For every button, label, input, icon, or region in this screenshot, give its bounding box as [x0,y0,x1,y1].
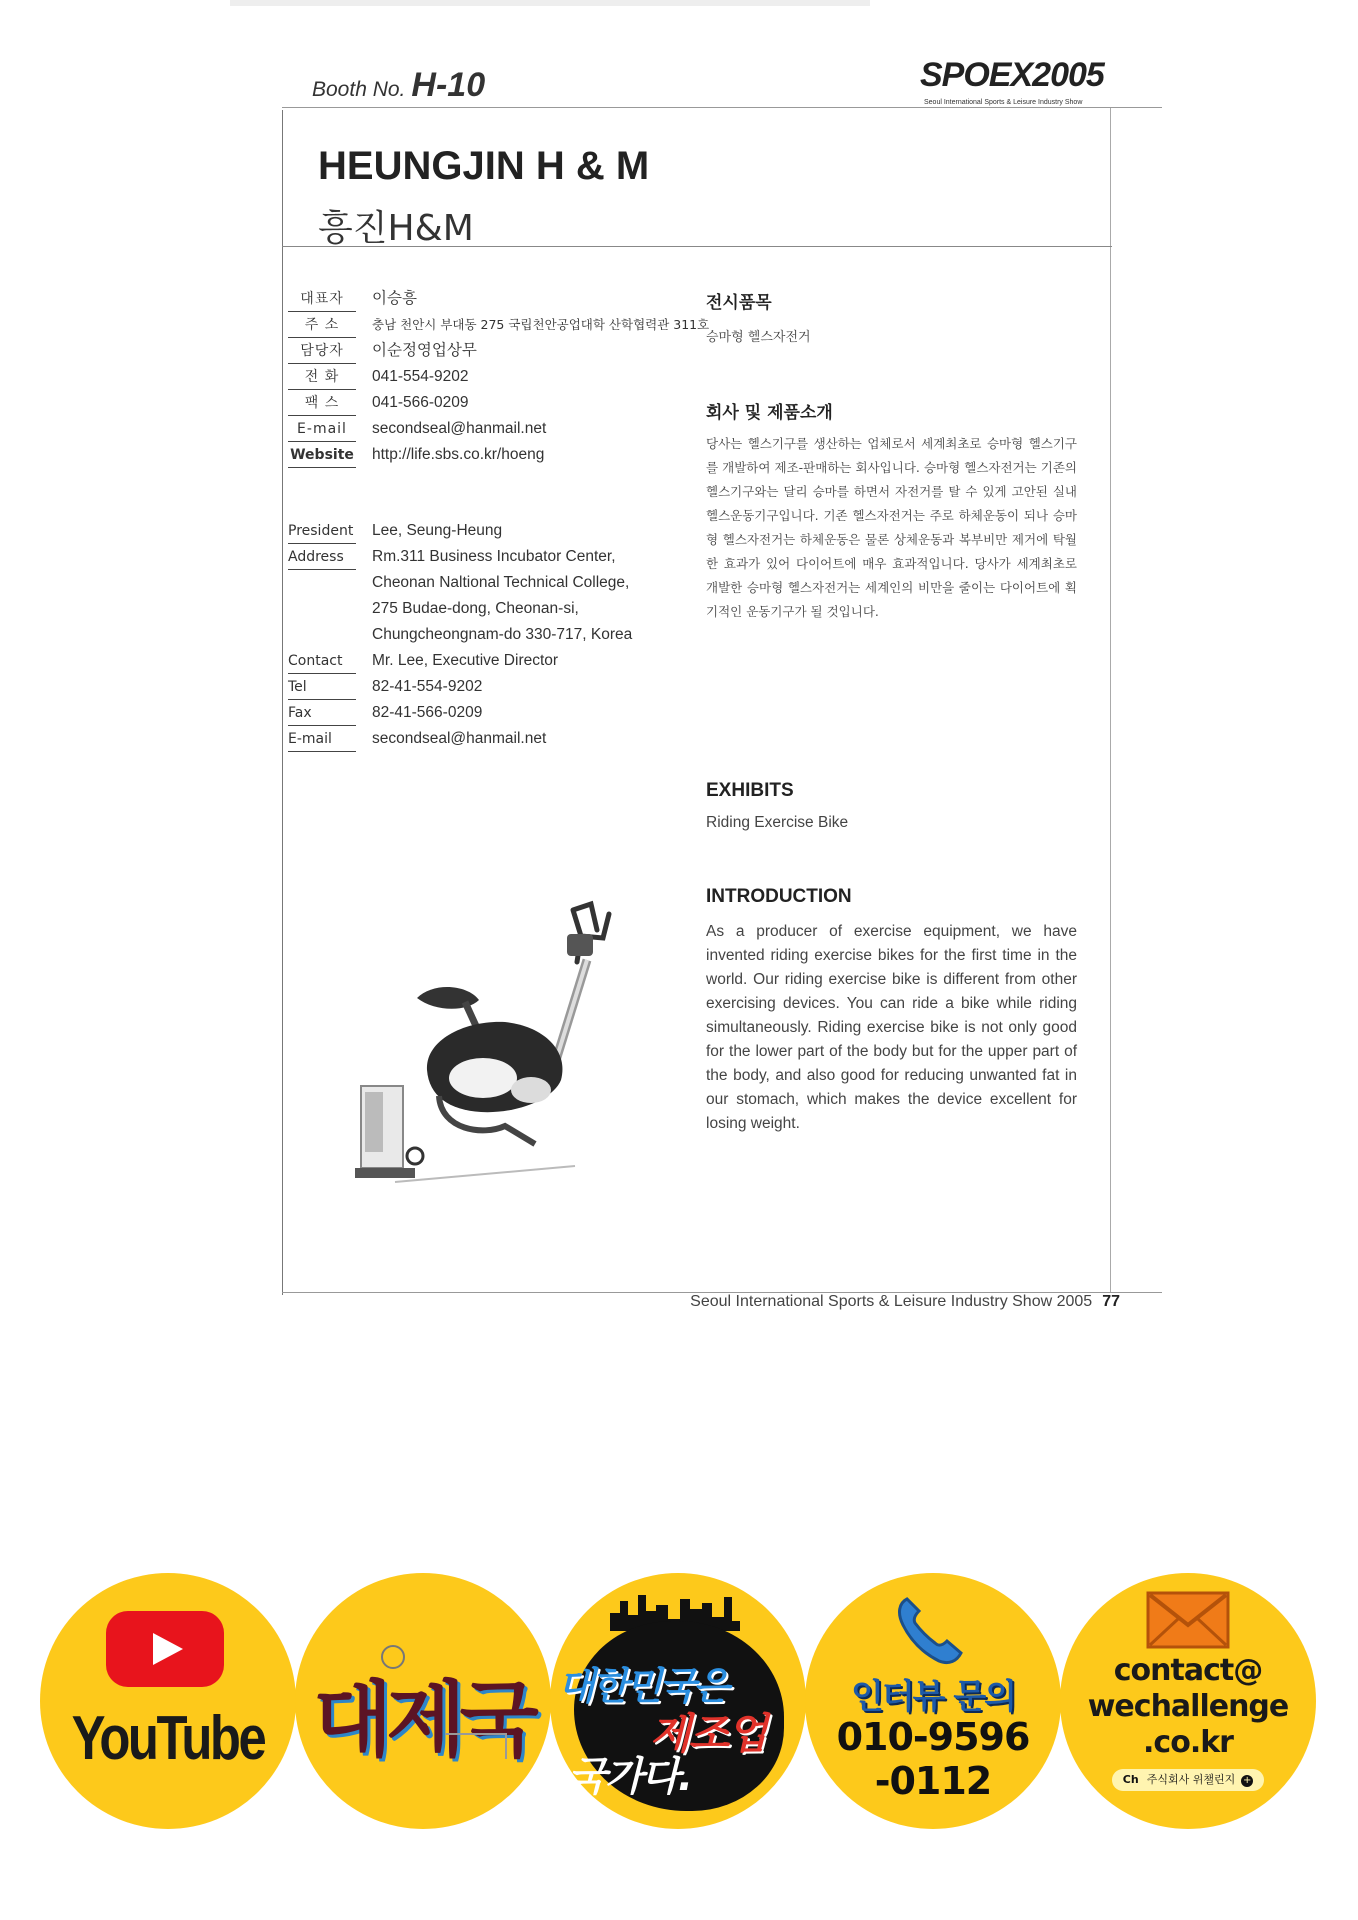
info-key: 담당자 [288,338,356,364]
info-key: E-mail [288,726,356,752]
intro-en-heading: INTRODUCTION [706,886,852,907]
booth-label: Booth No. [312,78,406,101]
info-row [288,518,728,544]
company-name-ko: 흥진H&M [318,208,474,249]
slogan-line-1: 대한민국은 [558,1664,727,1708]
logo-subtitle: Seoul International Sports & Leisure Industry Show [924,99,1083,106]
channel-badge-ch: Ch [1122,1773,1139,1786]
exhibits-ko-heading: 전시품목 [706,293,772,313]
circuit-decoration [445,1733,507,1759]
info-value: 이승흥 [372,290,417,307]
logo-text: SPOEX2005 [920,56,1104,94]
address-line: 275 Budae-dong, Cheonan-si, [372,600,579,617]
contact-line-2: wechallenge [1087,1689,1289,1724]
intro-en-text: As a producer of exercise equipment, we have invented riding exercise bikes for the first time in the world. Our riding exercise bike is different from other exercising devices. You can ride a bike while riding simultaneously. Riding exercise bike is not only good for the lower part of the body but for the upper part of the body, and also good for reducing unwanted fat in our stomach, which makes the device excellent for losing weight. [706,923,1077,1132]
info-key: President [288,518,356,544]
interview-phone-line-1: 010-9596 [836,1715,1030,1759]
email-link[interactable]: secondseal@hanmail.net [372,730,547,747]
interview-circle[interactable] [805,1573,1061,1829]
intro-ko-heading: 회사 및 제품소개 [706,403,833,423]
contact-line-1: contact@ [1113,1653,1263,1688]
address-continued [372,570,728,648]
frame-left-rule [282,110,283,1295]
slogan-line-3: 국가다. [568,1754,692,1800]
top-rule [282,107,1162,108]
info-row [288,338,728,364]
info-row [288,544,728,570]
info-row [288,286,728,312]
info-value: 041-566-0209 [372,394,469,411]
info-key: Fax [288,700,356,726]
info-key: 대표자 [288,286,356,312]
contact-line-3: .co.kr [1143,1725,1233,1760]
info-key: Address [288,544,356,570]
info-value: 이순정영업상무 [372,342,477,359]
info-key: Contact [288,648,356,674]
youtube-play-icon [106,1611,224,1687]
website-link[interactable]: http://life.sbs.co.kr/hoeng [372,446,545,463]
intro-ko-text: 당사는 헬스기구를 생산하는 업체로서 세계최초로 승마형 헬스기구를 개발하여 제조-판매하는 회사입니다. 승마형 헬스자전거는 기존의 헬스기구와는 달리 승마를 하면서 자전거를 탈 수 있게 고안된 실내헬스운동기구입니다. 기존 헬스자전거는 주로 하체운동이 되나 승마형 헬스자전거는 하체운동은 물론 상체운동과 복부비만 제거에 탁월한 효과가 있어 다이어트에 매우 효과적입니다. 당사가 세계최초로 개발한 승마형 헬스자전거는 세계인의 비만을 줄이는 다이어트에 획기적인 운동기구가 될 것입니다. [706,436,1077,619]
info-row [288,442,728,468]
info-row [288,700,728,726]
info-value: 041-554-9202 [372,368,469,385]
info-key: Website [288,442,356,468]
info-value: Lee, Seung-Heung [372,522,503,539]
info-key: Tel [288,674,356,700]
footer-show-name: Seoul International Sports & Leisure Industry Show 2005 [690,1293,1093,1310]
info-en-list [288,518,728,752]
booth-code: H-10 [411,66,486,104]
contact-circle[interactable] [1060,1573,1316,1829]
info-row [288,726,728,752]
page-number: 77 [1102,1293,1120,1310]
company-name-en: HEUNGJIN H & M [318,144,650,188]
info-row [288,312,728,338]
mail-icon [1146,1591,1230,1649]
youtube-label: YouTube [71,1704,265,1773]
info-key: 전 화 [288,364,356,390]
info-key: E-mail [288,416,356,442]
exercise-bike-image [355,900,655,1220]
info-row [288,648,728,674]
channel-name: 대제국 [313,1673,533,1768]
info-row [288,674,728,700]
channel-badge[interactable] [1112,1769,1264,1791]
info-value: 82-41-566-0209 [372,704,483,721]
info-row [288,390,728,416]
interview-phone-line-2: -0112 [874,1759,992,1803]
channel-badge-text: 주식회사 위챌린지 [1146,1773,1236,1786]
info-row [288,416,728,442]
channel-logo-circle[interactable] [295,1573,551,1829]
slogan-circle[interactable] [550,1573,806,1829]
exhibits-en-heading: EXHIBITS [706,780,794,801]
booth-number [312,66,485,105]
info-key: 주 소 [288,312,356,338]
info-row [288,364,728,390]
interview-phone [805,1715,1061,1803]
address-line: Chungcheongnam-do 330-717, Korea [372,626,633,643]
exhibits-ko-item: 승마형 헬스자전거 [706,330,811,345]
info-key: 팩 스 [288,390,356,416]
info-value: secondseal@hanmail.net [372,420,547,437]
address-line: Rm.311 Business Incubator Center, [372,548,616,565]
contact-email [1060,1653,1316,1761]
info-ko-list [288,286,728,468]
page-footer [640,1293,1120,1311]
slogan-line-2: 제조업 [650,1709,766,1758]
plus-icon: + [1243,1775,1252,1786]
interview-title: 인터뷰 문의 [850,1677,1016,1717]
scan-artifact [230,0,870,6]
exhibits-en-item: Riding Exercise Bike [706,814,849,831]
phone-icon [893,1593,967,1667]
info-value: Mr. Lee, Executive Director [372,652,559,669]
info-value: 충남 천안시 부대동 275 국립천안공업대학 산학협력관 311호 [372,317,710,332]
youtube-circle[interactable] [40,1573,296,1829]
info-value: 82-41-554-9202 [372,678,483,695]
frame-right-rule [1110,108,1111,1293]
address-line: Cheonan Naltional Technical College, [372,574,630,591]
